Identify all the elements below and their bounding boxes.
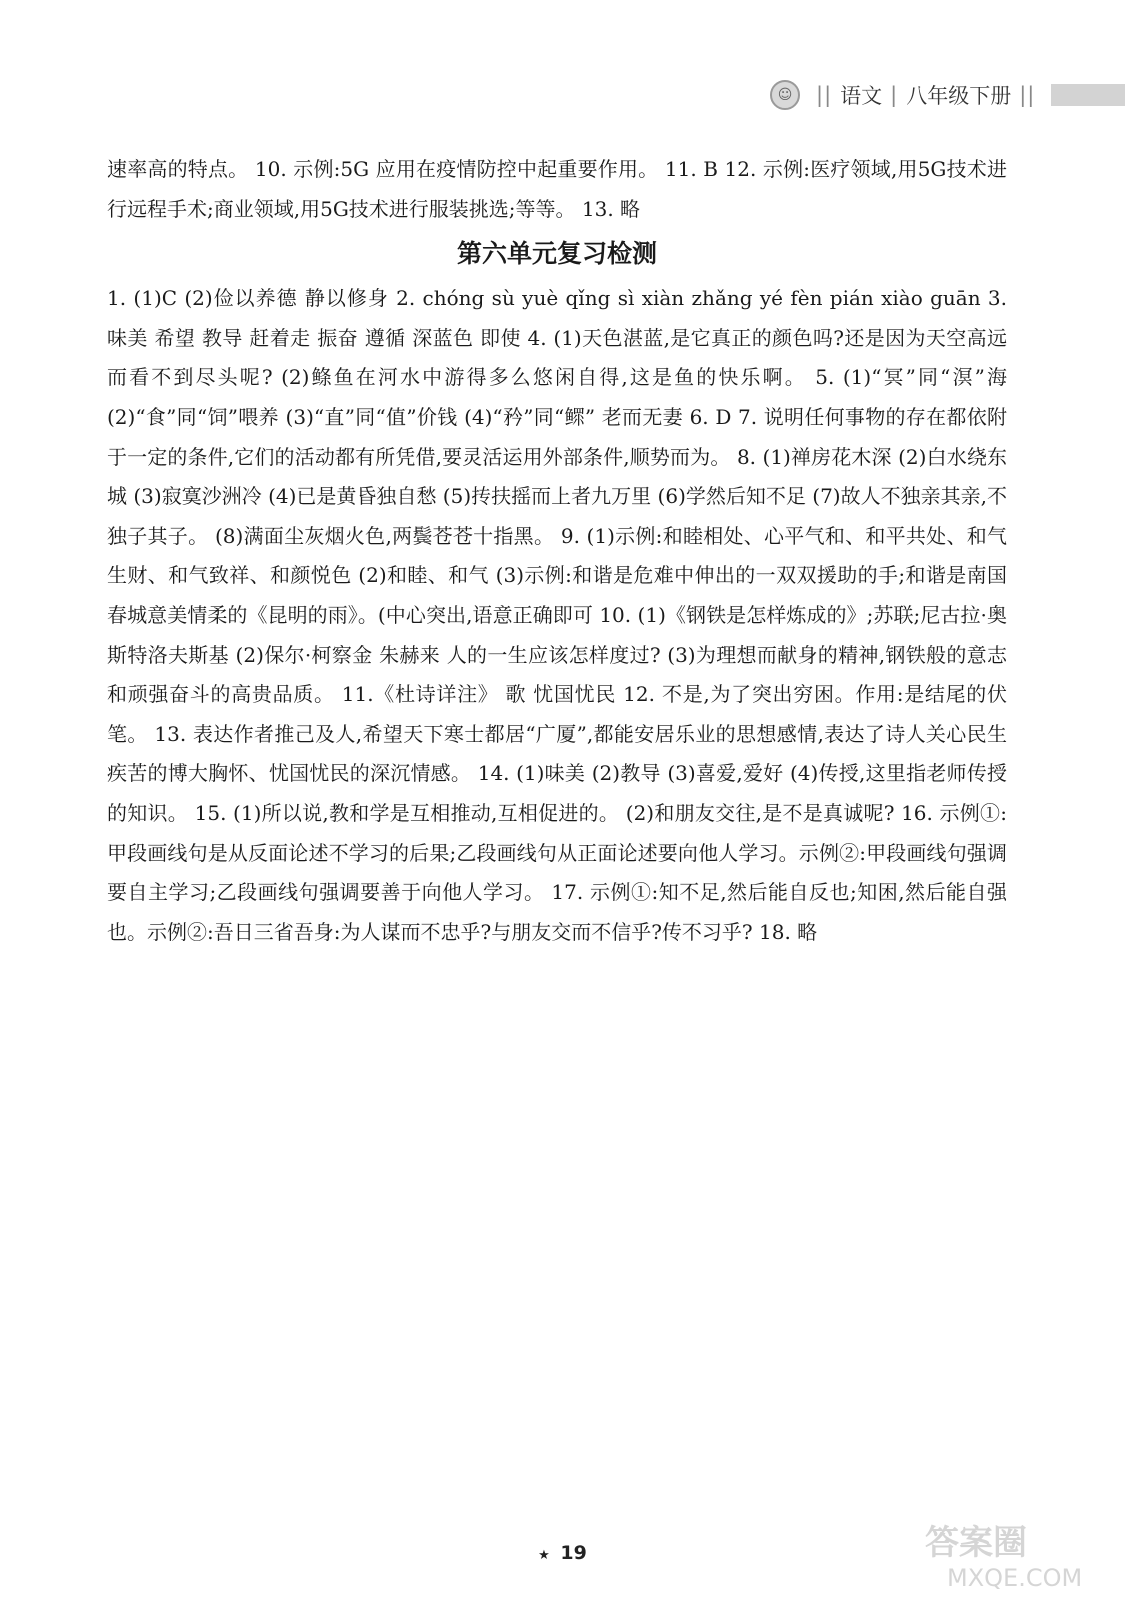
sun-face-icon: ☺: [770, 80, 800, 110]
watermark-logo: [917, 1514, 1107, 1592]
page-number: 19: [560, 1542, 587, 1564]
watermark-url: MXQE.COM: [947, 1564, 1083, 1592]
section-title: 第六单元复习检测: [456, 239, 657, 269]
grade-label: 八年级下册: [906, 84, 1012, 108]
page-header: [770, 80, 1125, 110]
answer-content: [107, 150, 1007, 952]
divider: |: [890, 83, 899, 107]
divider: ||: [1019, 83, 1036, 107]
intro-paragraph: 速率高的特点。 10. 示例:5G 应用在疫情防控中起重要作用。 11. B 12. 示例:医疗领域,用5G技术进行远程手术;商业领域,用5G技术进行服装挑选;等等。 13. 略: [107, 157, 1007, 221]
divider: ||: [816, 83, 833, 107]
star-icon: ★: [538, 1548, 550, 1563]
answers-paragraph: 1. (1)C (2)俭以养德 静以修身 2. chóng sù yuè qǐng sì xiàn zhǎng yé fèn pián xiào guān 3. 味美 希望 教导 赶着走 振奋 遵循 深蓝色 即使 4. (1)天色湛蓝,是它真正的颜色吗?还是因为天空高远而看不到尽头呢? (2)鲦鱼在河水中游得多么悠闲自得,这是鱼的快乐啊。 5. (1)“冥”同“溟”海 (2)“食”同“饲”喂养 (3)“直”同“值”价钱 (4)“矜”同“鳏” 老而无妻 6. D 7. 说明任何事物的存在都依附于一定的条件,它们的活动都有所凭借,要灵活运用外部条件,顺势而为。 8. (1)禅房花木深 (2)白水绕东城 (3)寂寞沙洲冷 (4)已是黄昏独自愁 (5)抟扶摇而上者九万里 (6)学然后知不足 (7)故人不独亲其亲,不独子其子。 (8)满面尘灰烟火色,两鬓苍苍十指黑。 9. (1)示例:和睦相处、心平气和、和平共处、和气生财、和气致祥、和颜悦色 (2)和睦、和气 (3)示例:和谐是危难中伸出的一双双援助的手;和谐是南国春城意美情柔的《昆明的雨》。(中心突出,语意正确即可 10. (1)《钢铁是怎样炼成的》;苏联;尼古拉·奥斯特洛夫斯基 (2)保尔·柯察金 朱赫来 人的一生应该怎样度过? (3)为理想而献身的精神,钢铁般的意志和顽强奋斗的高贵品质。 11.《杜诗详注》 歌 忧国忧民 12. 不是,为了突出穷困。作用:是结尾的伏笔。 13. 表达作者推己及人,希望天下寒士都居“广厦”,都能安居乐业的思想感情,表达了诗人关心民生疾苦的博大胸怀、忧国忧民的深沉情感。 14. (1)味美 (2)教导 (3)喜爱,爱好 (4)传授,这里指老师传授的知识。 15. (1)所以说,教和学是互相推动,互相促进的。 (2)和朋友交往,是不是真诚呢? 16. 示例①:甲段画线句是从反面论述不学习的后果;乙段画线句从正面论述要向他人学习。示例②:甲段画线句强调要自主学习;乙段画线句强调要善于向他人学习。 17. 示例①:知不足,然后能自反也;知困,然后能自强也。示例②:吾日三省吾身:为人谋而不忠乎?与朋友交而不信乎?传不习乎? 18. 略: [107, 286, 1007, 944]
watermark-chars: 答案圈: [925, 1523, 1027, 1563]
subject-label: 语文: [840, 84, 883, 108]
header-band: [1051, 84, 1125, 106]
